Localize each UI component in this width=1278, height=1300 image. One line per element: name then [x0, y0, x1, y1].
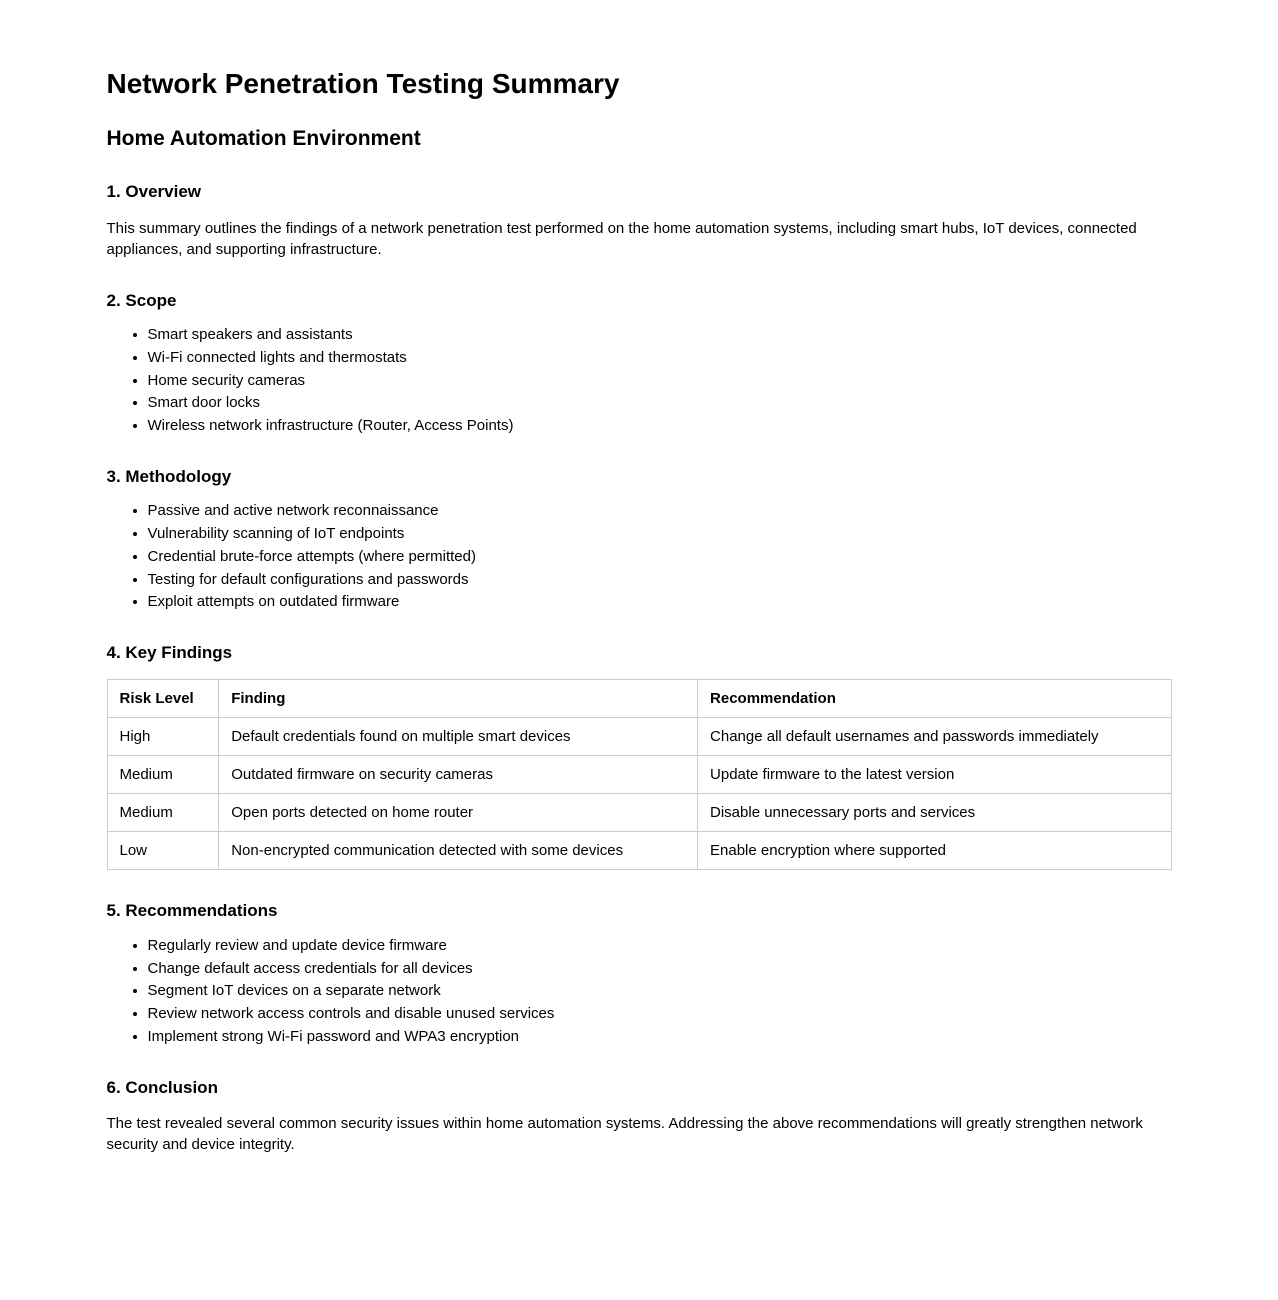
table-header-risk-level: Risk Level	[107, 680, 219, 718]
table-cell-recommendation: Change all default usernames and passwords immediately	[698, 718, 1171, 756]
key-findings-table	[107, 679, 1172, 870]
section-heading-scope: 2. Scope	[106, 290, 177, 310]
table-row	[107, 832, 1171, 870]
methodology-list	[107, 502, 1172, 612]
list-item: • Exploit attempts on outdated firmware	[148, 593, 1172, 612]
table-cell-finding: Outdated firmware on security cameras	[219, 756, 698, 794]
list-item: • Regularly review and update device firmware	[148, 937, 1172, 956]
list-item: • Implement strong Wi-Fi password and WPA3 encryption	[148, 1028, 1172, 1047]
report-document	[107, 0, 1172, 1289]
section-heading-key-findings: 4. Key Findings	[106, 643, 233, 663]
list-item: • Vulnerability scanning of IoT endpoints	[148, 525, 1172, 544]
page-title: Network Penetration Testing Summary	[106, 68, 620, 99]
table-row	[107, 756, 1171, 794]
list-item: • Review network access controls and disable unused services	[148, 1005, 1172, 1024]
list-item: • Smart door locks	[148, 394, 1172, 413]
table-header-row	[107, 680, 1171, 718]
page-subtitle: Home Automation Environment	[106, 127, 421, 151]
table-cell-finding: Open ports detected on home router	[219, 794, 698, 832]
list-item: • Passive and active network reconnaissance	[148, 502, 1172, 521]
table-row	[107, 718, 1171, 756]
table-row	[107, 794, 1171, 832]
recommendations-list	[107, 937, 1172, 1047]
overview-paragraph: This summary outlines the findings of a network penetration test performed on the home automation systems, including smart hubs, IoT devices, connected appliances, and supporting infrastructure.	[106, 219, 1137, 258]
table-cell-risk: Medium	[107, 756, 219, 794]
table-cell-recommendation: Enable encryption where supported	[698, 832, 1171, 870]
conclusion-paragraph: The test revealed several common security issues within home automation systems. Addressing the above recommendations will greatly strengthen network security and device integrity.	[106, 1114, 1143, 1153]
section-heading-methodology: 3. Methodology	[106, 466, 232, 486]
table-cell-risk: High	[107, 718, 219, 756]
table-cell-finding: Non-encrypted communication detected with some devices	[219, 832, 698, 870]
list-item: • Testing for default configurations and passwords	[148, 571, 1172, 590]
list-item: • Smart speakers and assistants	[148, 326, 1172, 345]
list-item: • Home security cameras	[148, 372, 1172, 391]
list-item: • Change default access credentials for all devices	[148, 960, 1172, 979]
table-cell-risk: Medium	[107, 794, 219, 832]
section-heading-recommendations: 5. Recommendations	[106, 901, 278, 921]
list-item: • Credential brute-force attempts (where permitted)	[148, 548, 1172, 567]
scope-list	[107, 326, 1172, 436]
table-header-recommendation: Recommendation	[698, 680, 1171, 718]
table-cell-finding: Default credentials found on multiple smart devices	[219, 718, 698, 756]
table-cell-recommendation: Disable unnecessary ports and services	[698, 794, 1171, 832]
table-header-finding: Finding	[219, 680, 698, 718]
list-item: • Segment IoT devices on a separate network	[148, 982, 1172, 1001]
section-heading-conclusion: 6. Conclusion	[106, 1077, 218, 1097]
list-item: • Wireless network infrastructure (Router, Access Points)	[148, 417, 1172, 436]
list-item: • Wi-Fi connected lights and thermostats	[148, 349, 1172, 368]
table-cell-risk: Low	[107, 832, 219, 870]
section-heading-overview: 1. Overview	[106, 182, 202, 202]
table-cell-recommendation: Update firmware to the latest version	[698, 756, 1171, 794]
